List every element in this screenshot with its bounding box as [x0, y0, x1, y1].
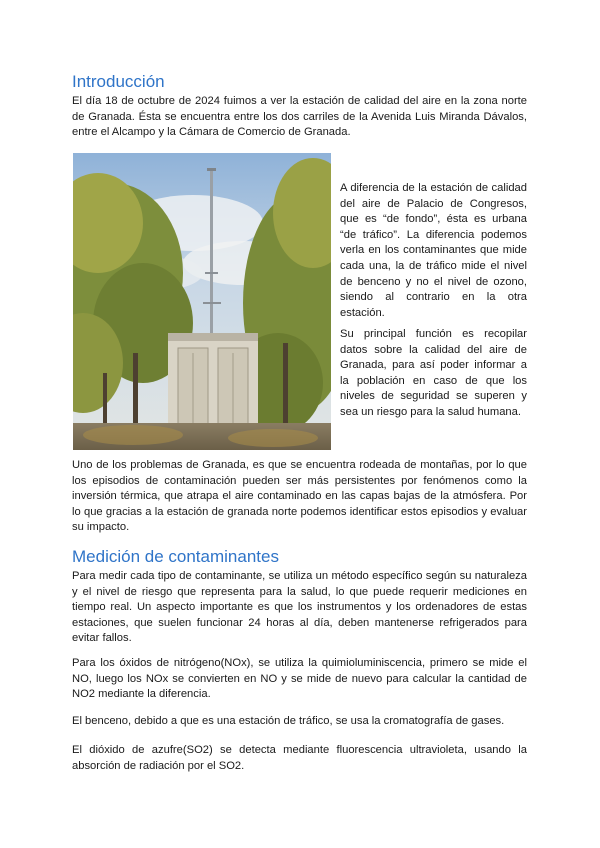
air-quality-station-photo [73, 153, 331, 450]
measurement-paragraph-4: El dióxido de azufre(SO2) se detecta mediante fluorescencia ultravioleta, usando la absorción de radiación por el SO2. [72, 744, 527, 772]
intro-side-paragraph-2: Su principal función es recopilar datos sobre la calidad del aire de Granada, para así poder informar a la población en caso de que los niveles de seguridad se superen y sea un riesgo para la salud humana. [340, 328, 527, 418]
measurement-paragraph-2: Para los óxidos de nitrógeno(NOx), se utiliza la quimioluminiscencia, primero se mide el NO, luego los NOx se convierten en NO y se mide de nuevo para calcular la cantidad de NO2 mediante la diferencia. [72, 657, 527, 701]
intro-heading: Introducción [72, 72, 165, 91]
intro-paragraph-1: El día 18 de octubre de 2024 fuimos a ver la estación de calidad del aire en la zona norte de Granada. Ésta se encuentra entre los dos carriles de la Avenida Luis Miranda Dávalos, entre el Alcampo y la Cámara de Comercio de Granada. [72, 95, 527, 139]
measurement-heading: Medición de contaminantes [72, 547, 279, 566]
intro-side-paragraph-1: A diferencia de la estación de calidad del aire de Palacio de Congresos, que es “de fondo”, ésta es urbana “de tráfico”. La diferencia podemos verla en los contaminantes que mide cada una, la de tráfico mide el nivel de benceno y no el nivel de ozono, siendo al contrario en la otra estación. [340, 182, 527, 319]
measurement-paragraph-1: Para medir cada tipo de contaminante, se utiliza un método específico según su naturaleza y el nivel de riesgo que representa para la salud, lo que puede requerir mediciones en tiempo real. Un aspecto importante es que los instrumentos y los ordenadores de estas estaciones, que suelen funcionar 24 horas al día, deben mantenerse refrigerados para evitar fallos. [72, 570, 527, 645]
intro-paragraph-2: Uno de los problemas de Granada, es que se encuentra rodeada de montañas, por lo que los episodios de contaminación pueden ser más persistentes por fenómenos como la inversión térmica, que atrapa el aire contaminado en las capas bajas de la atmósfera. Por lo que gracias a la estación de granada norte podemos identificar estos episodios y evaluar su impacto. [72, 459, 527, 534]
measurement-paragraph-3: El benceno, debido a que es una estación de tráfico, se usa la cromatografía de gases. [72, 715, 505, 727]
